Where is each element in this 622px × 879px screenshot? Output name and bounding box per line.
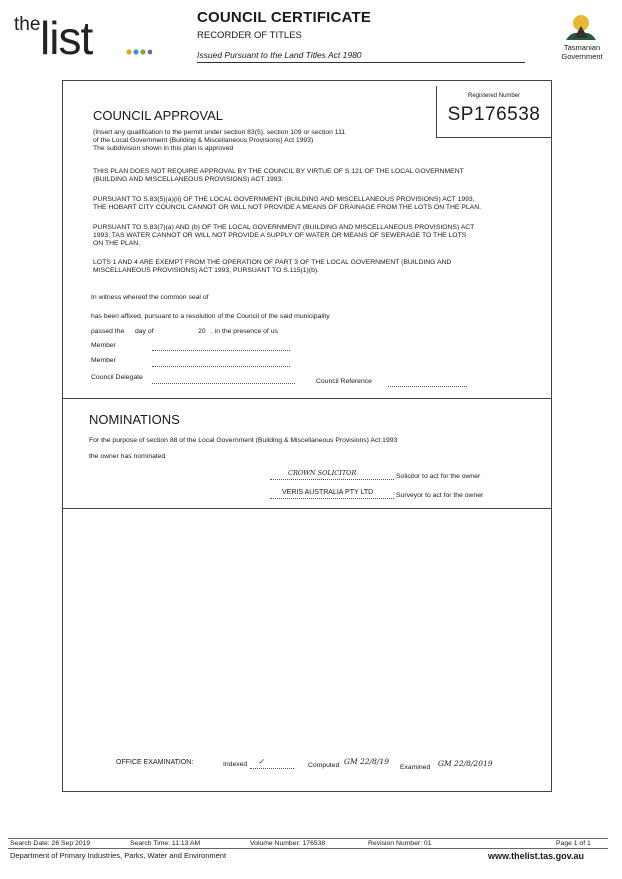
thelist-logo bbox=[12, 6, 152, 58]
paragraph-line: THIS PLAN DOES NOT REQUIRE APPROVAL BY THE COUNCIL BY VIRTUE OF S.121 OF THE LOCAL GOVERNMENT bbox=[93, 168, 464, 175]
member-2-label: Member bbox=[91, 357, 116, 364]
section-divider bbox=[62, 398, 552, 399]
logo-dot-1 bbox=[126, 49, 131, 54]
owner-nominated-text: the owner has nominated bbox=[89, 453, 166, 460]
indexed-checkmark: ✓ bbox=[258, 757, 265, 766]
council-delegate-signature-line bbox=[152, 383, 295, 384]
nominations-section-text: For the purpose of section 88 of the Local Government (Building & Miscellaneous Provisions) Act 1993 bbox=[89, 437, 398, 444]
page-number: Page 1 of 1 bbox=[556, 840, 591, 847]
witness-text: In witness whereof the common seal of bbox=[91, 294, 209, 301]
surveyor-line bbox=[270, 498, 394, 499]
seal-affixed-text: has been affixed, pursuant to a resolution of the Council of the said municipality bbox=[91, 313, 330, 320]
paragraph-line: PURSUANT TO S.83(5)(a)(ii) OF THE LOCAL GOVERNMENT (BUILDING AND MISCELLANEOUS PROVISIONS) ACT 1993, bbox=[93, 196, 475, 203]
logo-dot-2 bbox=[133, 49, 138, 54]
approval-paragraph-3 bbox=[93, 224, 474, 249]
logo-the-text: the bbox=[14, 14, 41, 35]
footer-top-rule bbox=[8, 838, 608, 839]
solicitor-role: Solicitor to act for the owner bbox=[396, 473, 481, 480]
council-approval-heading: COUNCIL APPROVAL bbox=[93, 108, 224, 123]
revision-number: Revision Number: 01 bbox=[368, 840, 432, 847]
registered-number-label: Registered Number bbox=[467, 93, 521, 99]
section-divider bbox=[62, 508, 552, 509]
member-2-signature-line bbox=[152, 366, 290, 367]
qualification-line: (Insert any qualification to the permit under section 83(5), section 109 or section 111 bbox=[93, 129, 346, 136]
paragraph-line: 1993, TAS WATER CANNOT OR WILL NOT PROVIDE A SUPPLY OF WATER OR MEANS OF SEWERAGE TO THE LOTS bbox=[93, 232, 467, 240]
year-prefix: 20 bbox=[198, 328, 206, 335]
computed-label: Computed bbox=[308, 762, 340, 769]
volume-number: Volume Number: 176538 bbox=[250, 840, 326, 847]
issued-pursuant-text: Issued Pursuant to the Land Titles Act 1980 bbox=[197, 50, 362, 60]
office-examination-label: OFFICE EXAMINATION: bbox=[116, 759, 194, 766]
council-delegate-label: Council Delegate bbox=[91, 374, 143, 381]
presence-text: , in the presence of us bbox=[211, 328, 278, 335]
recorder-subtitle: RECORDER OF TITLES bbox=[197, 30, 302, 41]
plan-frame bbox=[62, 80, 552, 792]
approval-paragraph-2 bbox=[93, 196, 481, 212]
search-date: Search Date: 26 Sep 2019 bbox=[10, 840, 91, 847]
paragraph-line: MISCELLANEOUS PROVISIONS) ACT 1993, PURSUANT TO S.115(1)(b). bbox=[93, 267, 320, 275]
gov-name-line1: Tasmanian bbox=[563, 43, 601, 52]
surveyor-name: VERIS AUSTRALIA PTY LTD bbox=[282, 489, 374, 496]
qualification-note bbox=[93, 129, 345, 154]
certificate-title: COUNCIL CERTIFICATE bbox=[197, 9, 372, 26]
qualification-line: The subdivision shown in this plan is approved bbox=[93, 145, 234, 153]
paragraph-line: ON THE PLAN. bbox=[93, 240, 141, 248]
examined-label: Examined bbox=[400, 764, 431, 771]
indexed-label: Indexed bbox=[223, 761, 248, 768]
paragraph-line: THE HOBART CITY COUNCIL CANNOT OR WILL NOT PROVIDE A MEANS OF DRAINAGE FROM THE LOTS ON THE PLAN. bbox=[93, 204, 481, 212]
approval-paragraph-4 bbox=[93, 259, 451, 275]
logo-list-text: list bbox=[40, 12, 93, 58]
search-time: Search Time: 11:13 AM bbox=[130, 840, 201, 847]
approval-paragraph-1 bbox=[93, 168, 464, 184]
paragraph-line: LOTS 1 AND 4 ARE EXEMPT FROM THE OPERATION OF PART 3 OF THE LOCAL GOVERNMENT (BUILDING AND bbox=[93, 259, 452, 266]
nominations-heading: NOMINATIONS bbox=[89, 412, 180, 427]
logo-dot-3 bbox=[140, 49, 145, 54]
surveyor-role: Surveyor to act for the owner bbox=[396, 492, 484, 499]
council-reference-line bbox=[388, 386, 467, 387]
member-1-label: Member bbox=[91, 342, 116, 349]
paragraph-line: (BUILDING AND MISCELLANEOUS PROVISIONS) ACT 1993. bbox=[93, 176, 284, 184]
council-reference-label: Council Reference bbox=[316, 378, 372, 385]
day-of-label: day of bbox=[135, 328, 154, 335]
registered-number: SP176538 bbox=[447, 104, 541, 125]
examined-initials: GM 22/8/2019 bbox=[438, 759, 493, 768]
solicitor-line bbox=[270, 479, 394, 480]
footer-bottom-rule bbox=[8, 848, 608, 849]
member-1-signature-line bbox=[152, 350, 290, 351]
paragraph-line: PURSUANT TO S.83(7)(a) AND (b) OF THE LOCAL GOVERNMENT (BUILDING AND MISCELLANEOUS PROVISIONS) ACT bbox=[93, 224, 475, 231]
header-rule bbox=[197, 62, 525, 63]
gov-name-line2: Government bbox=[561, 52, 603, 61]
logo-dot-4 bbox=[148, 50, 152, 55]
passed-the-label: passed the bbox=[91, 328, 125, 335]
computed-initials: GM 22/8/19 bbox=[344, 757, 389, 766]
department-name: Department of Primary Industries, Parks, Water and Environment bbox=[10, 851, 227, 860]
qualification-line: of the Local Government (Building & Miscellaneous Provisions) Act 1993) bbox=[93, 137, 314, 145]
indexed-line bbox=[250, 768, 294, 769]
website-url: www.thelist.tas.gov.au bbox=[488, 851, 585, 861]
solicitor-name: CROWN SOLICITOR bbox=[288, 469, 357, 477]
